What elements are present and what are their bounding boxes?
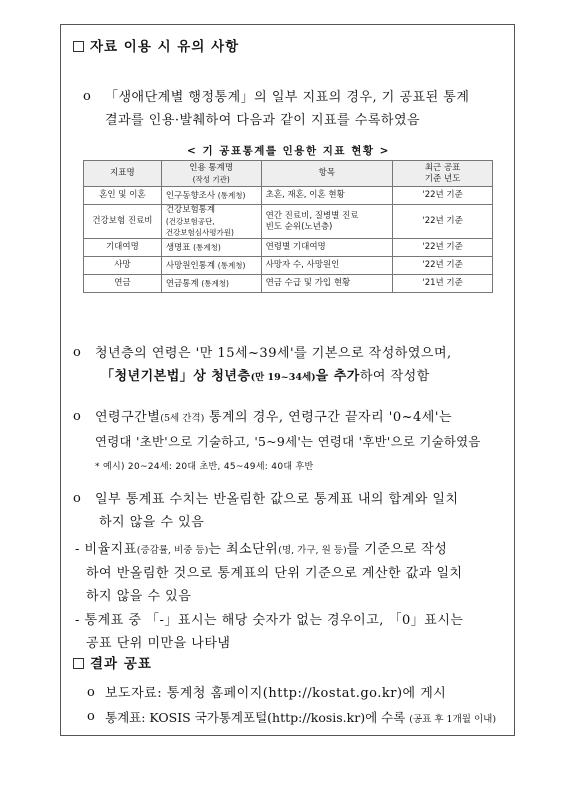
checkbox-square-icon: [73, 658, 84, 669]
header-source-label: 인용 통계명: [189, 162, 234, 173]
cell-indicator: 혼인 및 이혼: [84, 187, 162, 205]
table-row: [84, 257, 493, 275]
cell-source-org: (통계청): [193, 242, 221, 252]
dash1-line1: [75, 538, 463, 562]
circle-bullet-icon: o: [73, 491, 81, 506]
cell-source-org: (통계청): [217, 190, 246, 200]
dash2-line2: 공표 단위 미만을 나타냄: [86, 636, 231, 651]
cell-source-org: (통계청): [201, 278, 229, 288]
table-row: [84, 205, 493, 239]
dash2-line1: - 통계표 중 「-」표시는 해당 숫자가 없는 경우이고, 「0」표시는: [75, 613, 464, 628]
cell-source: [161, 205, 261, 239]
circle-bullet-icon: o: [87, 685, 95, 700]
cell-source-name: 건강보험통계: [165, 205, 216, 215]
table-row: [84, 239, 493, 257]
dash1-line1-b: 는 최소단위: [208, 542, 279, 557]
bullet3-line1-a: 연령구간별: [95, 410, 161, 425]
header-year-label: 최근 공표: [424, 162, 461, 173]
dash1-line2: 하여 반올림한 것으로 통계표의 단위 기준으로 계산한 값과 일치: [86, 566, 463, 581]
header-year: [393, 161, 493, 187]
bullet3-line1: [95, 406, 481, 430]
bullet1-line1: 「생애단계별 행정통계」의 일부 지표의 경우, 기 공표된 통계: [105, 90, 470, 105]
notice-frame: [60, 24, 515, 736]
table-row: [84, 187, 493, 205]
bullet3-example-note: * 예시) 20~24세: 20대 초반, 45~49세: 40대 후반: [95, 462, 314, 472]
bullet4-line1: 일부 통계표 수치는 반올림한 값으로 통계표 내의 합계와 일치: [95, 492, 459, 507]
checkbox-square-icon: [73, 41, 84, 52]
cell-indicator: 건강보험 진료비: [84, 205, 162, 239]
section-title-text: 자료 이용 시 유의 사항: [90, 39, 240, 55]
kosis-item: [105, 706, 496, 731]
press-release-item: 보도자료: 통계청 홈페이지(http://kostat.go.kr)에 게시: [105, 686, 447, 701]
dash1-unit-examples: (명, 가구, 원 등): [278, 545, 347, 556]
bullet2-line2: [95, 365, 452, 389]
section-title-publication: [73, 652, 152, 672]
youth-law-bold: 「청년기본법」상 청년층: [101, 369, 251, 384]
header-year-sub: 기준 년도: [424, 173, 461, 184]
section-title-usage-notes: [73, 35, 239, 55]
table-title: < 기 공표통계를 인용한 지표 현황 >: [187, 145, 390, 157]
bullet2-line1: 청년층의 연령은 '만 15세~39세'를 기본으로 작성하였으며,: [95, 346, 452, 361]
section-title-text: 결과 공표: [90, 656, 152, 672]
bullet1-line2: 결과를 인용·발췌하여 다음과 같이 지표를 수록하였음: [105, 113, 421, 128]
cell-item: 초혼, 재혼, 이혼 현황: [261, 187, 393, 205]
header-source: [161, 161, 261, 187]
added-bold: 을 추가: [315, 369, 360, 384]
cell-source-org-line2: 건강보험심사평가원): [165, 228, 234, 237]
cell-source-name: 생명표: [165, 242, 191, 253]
circle-bullet-icon: o: [73, 409, 81, 424]
cell-source-org-line1: (건강보험공단,: [165, 217, 215, 226]
cited-statistics-table: [83, 160, 493, 293]
bullet2-text: [95, 342, 452, 389]
cell-indicator: 연금: [84, 275, 162, 293]
cell-item: [261, 205, 393, 239]
circle-bullet-icon: o: [73, 345, 81, 360]
cell-source: [161, 187, 261, 205]
cell-year: '21년 기준: [393, 275, 493, 293]
bullet3-line2: 연령대 '초반'으로 기술하고, '5~9세'는 연령대 '후반'으로 기술하였음: [95, 434, 481, 449]
table-header-row: [84, 161, 493, 187]
cell-item-line2: 빈도 순위(노년층): [265, 221, 333, 232]
dash2-text: [75, 609, 463, 655]
cell-year: '22년 기준: [393, 257, 493, 275]
dash1-line1-c: 를 기준으로 작성: [346, 542, 448, 557]
bullet3-text: [95, 406, 481, 453]
bullet1-text: [105, 86, 469, 132]
kosis-item-timing: (공표 후 1개월 이내): [409, 714, 497, 725]
dash1-line1-a: - 비율지표: [75, 542, 137, 557]
bullet3-line1-b: 통계의 경우, 연령구간 끝자리 '0~4세'는: [204, 410, 453, 425]
cell-item-line1: 연간 진료비, 질병별 진료: [265, 210, 359, 221]
bullet3-interval: (5세 간격): [160, 413, 205, 424]
cell-source-name: 사망원인통계: [165, 260, 216, 271]
circle-bullet-icon: o: [83, 89, 91, 104]
dash1-line3: 하지 않을 수 있음: [86, 589, 192, 604]
cell-source: [161, 275, 261, 293]
cell-source-name: 인구동향조사: [165, 190, 216, 201]
bullet2-tail: 하여 작성함: [359, 369, 430, 384]
circle-bullet-icon: o: [87, 709, 95, 724]
youth-age-range: (만 19~34세): [250, 372, 316, 383]
cell-source: [161, 257, 261, 275]
dash1-text: [75, 538, 463, 608]
cell-indicator: 기대여명: [84, 239, 162, 257]
cell-item: 사망자 수, 사망원인: [261, 257, 393, 275]
bullet4-text: [95, 488, 459, 534]
bullet4-line2: 하지 않을 수 있음: [99, 515, 205, 530]
cell-source-name: 연금통계: [165, 278, 199, 289]
cell-year: '22년 기준: [393, 239, 493, 257]
cell-source: [161, 239, 261, 257]
header-source-sub: (작성 기관): [192, 174, 230, 184]
cell-year: '22년 기준: [393, 205, 493, 239]
dash1-ratio-examples: (증감률, 비중 등): [136, 545, 209, 556]
cell-year: '22년 기준: [393, 187, 493, 205]
cell-indicator: 사망: [84, 257, 162, 275]
header-indicator: 지표명: [84, 161, 162, 187]
table-row: [84, 275, 493, 293]
cell-item: 연금 수급 및 가입 현황: [261, 275, 393, 293]
kosis-item-text: 통계표: KOSIS 국가통계포털(http://kosis.kr)에 수록: [105, 710, 406, 725]
header-item: 항목: [261, 161, 393, 187]
cell-source-org: (통계청): [217, 260, 246, 270]
cell-item: 연령별 기대여명: [261, 239, 393, 257]
